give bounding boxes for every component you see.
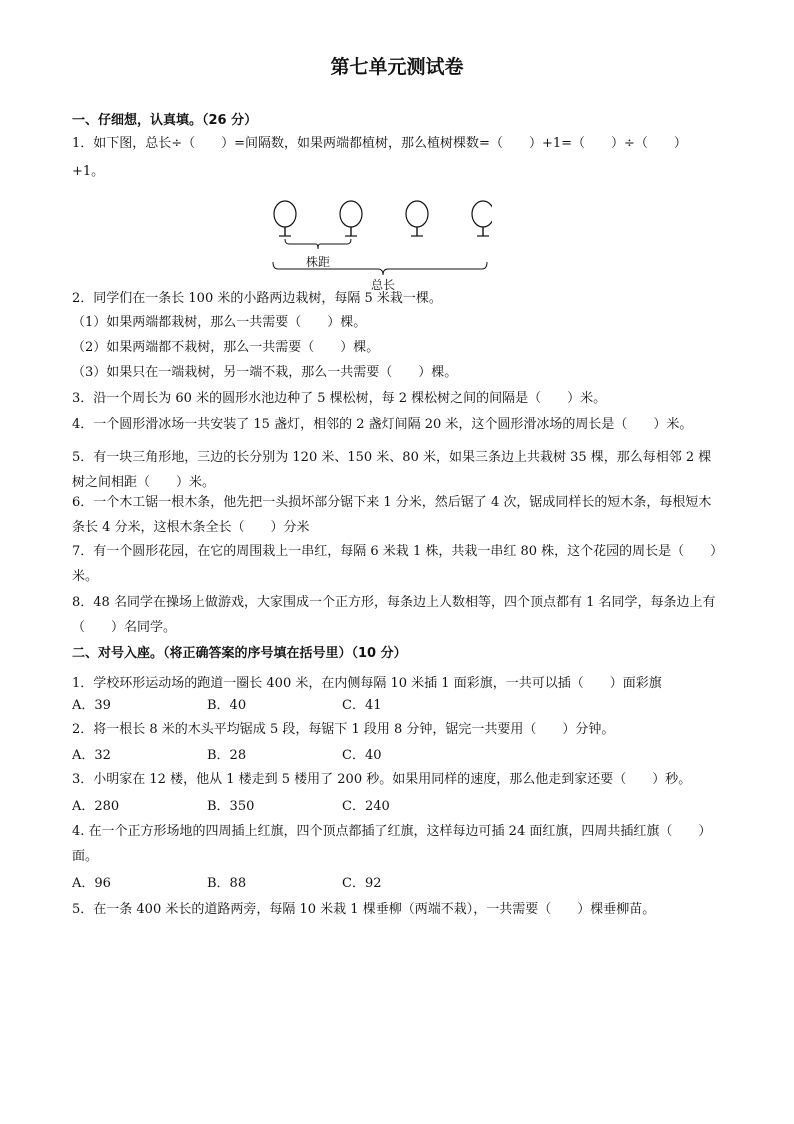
section1-heading: 一、仔细想，认真填。（26 分） (72, 113, 258, 128)
tree-spacing-diagram (268, 196, 492, 292)
option-a[interactable]: A．32 (72, 748, 111, 763)
option-c[interactable]: C．240 (342, 799, 390, 814)
q7: 7．有一个圆形花园，在它的周围栽上一串红，每隔 6 米栽 1 株，共栽一串红 80 株，这个花园的周长是（ ）米。 (72, 544, 717, 584)
q5: 5．有一块三角形地，三边的长分别为 120 米、150 米、80 米，如果三条边上共栽树 35 棵，那么每相邻 2 棵树之间相距（ ）米。 (72, 450, 712, 490)
option-c[interactable]: C．40 (342, 748, 382, 763)
option-a[interactable]: A．280 (72, 799, 120, 814)
mc4-stem-cont: 面。 (72, 849, 99, 864)
q1-line1: 1．如下图，总长÷（ ）=间隔数，如果两端都植树，那么植树棵数=（ ）+1=（ ）÷（ ） (72, 136, 687, 151)
q6: 6．一个木工锯一根木条，他先把一头损坏部分锯下来 1 分米，然后锯了 4 次，锯成同样长的短木条，每根短木条长 4 分米，这根木条全长（ ）分米 (72, 495, 712, 535)
q1-line2: +1。 (72, 164, 105, 179)
option-b[interactable]: B．28 (207, 748, 247, 763)
option-c[interactable]: C．92 (342, 876, 382, 891)
tree-3 (406, 201, 428, 236)
q2-part1: （1）如果两端都栽树，那么一共需要（ ）棵。 (72, 315, 367, 330)
mc3-stem: 3．小明家在 12 楼，他从 1 楼走到 5 楼用了 200 秒。如果用同样的速度，那么他走到家还要（ ）秒。 (72, 772, 692, 787)
option-b[interactable]: B．40 (207, 698, 247, 713)
tree-4 (472, 201, 492, 236)
mc4-options (72, 875, 477, 893)
q8: 8．48 名同学在操场上做游戏，大家围成一个正方形，每条边上人数相等，四个顶点都有 1 名同学，每条边上有（ ）名同学。 (72, 595, 716, 635)
tree-2 (340, 201, 362, 236)
page-title: 第七单元测试卷 (330, 56, 464, 78)
option-c[interactable]: C．41 (342, 698, 382, 713)
total-label: 总长 (371, 278, 396, 292)
q2-part3: （3）如果只在一端栽树，另一端不栽，那么一共需要（ ）棵。 (72, 365, 458, 380)
option-b[interactable]: B．88 (207, 876, 247, 891)
mc1-stem: 1．学校环形运动场的跑道一圈长 400 米，在内侧每隔 10 米插 1 面彩旗，一共可以插（ ）面彩旗 (72, 676, 662, 691)
mc2-stem: 2．将一根长 8 米的木头平均锯成 5 段，每锯下 1 段用 8 分钟，锯完一共要用（ ）分钟。 (72, 722, 615, 737)
spacing-label: 株距 (306, 255, 331, 269)
mc2-options (72, 747, 477, 765)
spacing-brace (285, 239, 351, 249)
option-a[interactable]: A．39 (72, 698, 111, 713)
mc3-options (72, 798, 477, 816)
q4: 4．一个圆形滑冰场一共安装了 15 盏灯，相邻的 2 盏灯间隔 20 米，这个圆形滑冰场的周长是（ ）米。 (72, 417, 693, 432)
section2-heading: 二、对号入座。（将正确答案的序号填在括号里）（10 分） (72, 646, 407, 661)
mc4-stem: 4. 在一个正方形场地的四周插上红旗，四个顶点都插了红旗，这样每边可插 24 面红旗，四周共插红旗（ ） (72, 824, 712, 839)
option-b[interactable]: B．350 (207, 799, 255, 814)
q2-part2: （2）如果两端都不栽树，那么一共需要（ ）棵。 (72, 340, 380, 355)
mc1-options (72, 697, 477, 715)
option-a[interactable]: A．96 (72, 876, 111, 891)
q2-stem: 2．同学们在一条长 100 米的小路两边栽树，每隔 5 米栽一棵。 (72, 291, 442, 306)
mc5-stem: 5．在一条 400 米长的道路两旁，每隔 10 米栽 1 棵垂柳（两端不栽），一共需要（ ）棵垂柳苗。 (72, 902, 656, 917)
q3: 3．沿一个周长为 60 米的圆形水池边种了 5 棵松树，每 2 棵松树之间的间隔是（ ）米。 (72, 391, 607, 406)
tree-1 (274, 201, 296, 236)
